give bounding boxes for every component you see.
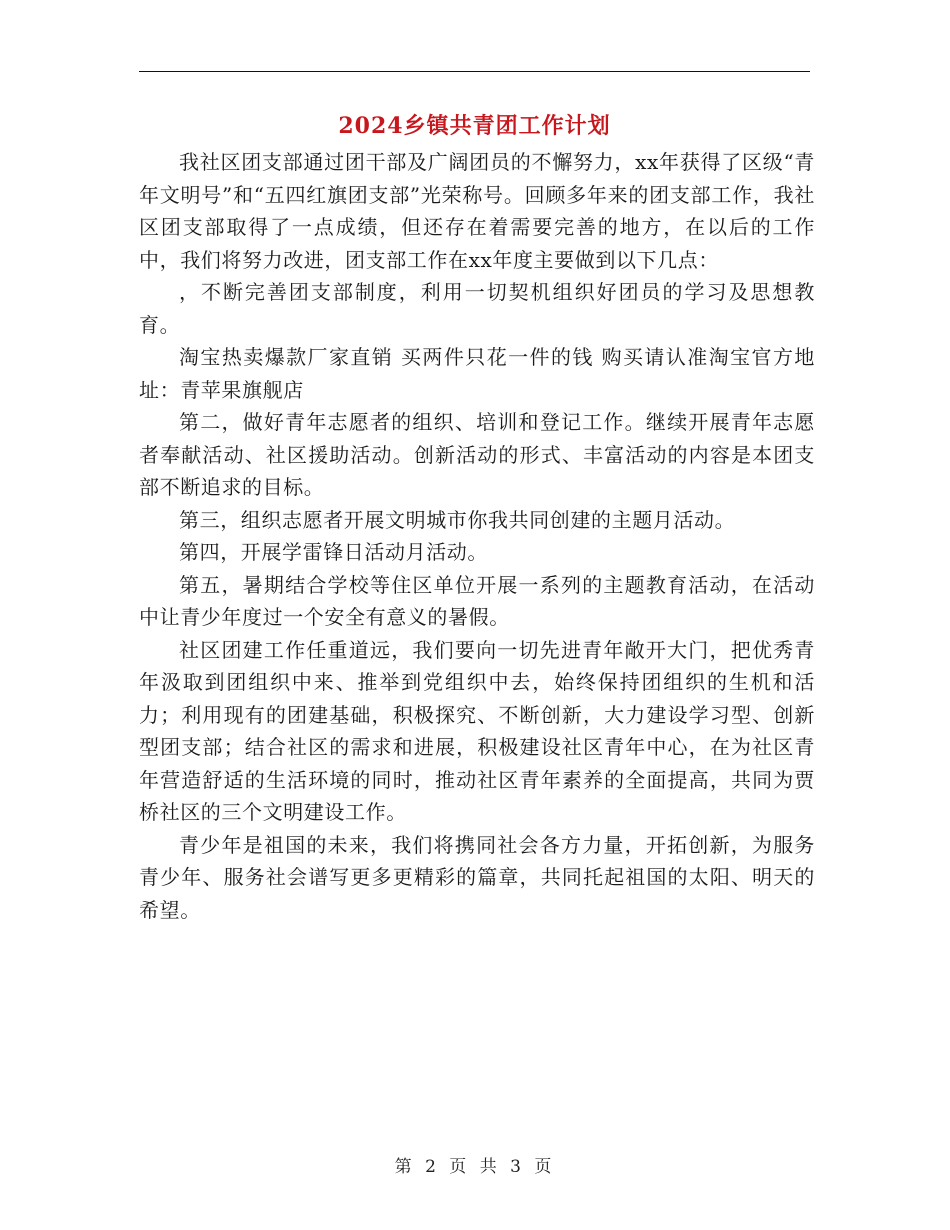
paragraph: 第三，组织志愿者开展文明城市你我共同创建的主题月活动。 — [179, 507, 736, 532]
document-body — [139, 146, 815, 926]
document-title: 2024乡镇共青团工作计划 — [338, 113, 611, 139]
paragraph: 社区团建工作任重道远，我们要向一切先进青年敞开大门，把优秀青年汲取到团组织中来、推举到党组织中去，始终保持团组织的生机和活力；利用现有的团建基础，积极探究、不断创新，大力建设学习型、创新型团支部；结合社区的需求和进展，积极建设社区青年中心，在为社区青年营造舒适的生活环境的同时，推动社区青年素养的全面提高，共同为贾桥社区的三个文明建设工作。 — [139, 637, 815, 824]
paragraph: ，不断完善团支部制度，利用一切契机组织好团员的学习及思想教育。 — [139, 280, 815, 337]
paragraph: 第五，暑期结合学校等住区单位开展一系列的主题教育活动，在活动中让青少年度过一个安全有意义的暑假。 — [139, 572, 815, 629]
paragraph: 我社区团支部通过团干部及广阔团员的不懈努力，xx年获得了区级“青年文明号”和“五四红旗团支部”光荣称号。回顾多年来的团支部工作，我社区团支部取得了一点成绩，但还存在着需要完善的地方，在以后的工作中，我们将努力改进，团支部工作在xx年度主要做到以下几点： — [139, 150, 815, 272]
paragraph: 淘宝热卖爆款厂家直销 买两件只花一件的钱 购买请认准淘宝官方地址：青苹果旗舰店 — [139, 345, 815, 402]
paragraph: 第二，做好青年志愿者的组织、培训和登记工作。继续开展青年志愿者奉献活动、社区援助活动。创新活动的形式、丰富活动的内容是本团支部不断追求的目标。 — [139, 410, 815, 499]
page-number-footer: 第 2 页 共 3 页 — [394, 1157, 556, 1177]
header-rule — [139, 71, 810, 72]
paragraph: 第四，开展学雷锋日活动月活动。 — [179, 540, 488, 564]
paragraph: 青少年是祖国的未来，我们将携同社会各方力量，开拓创新，为服务青少年、服务社会谱写更多更精彩的篇章，共同托起祖国的太阳、明天的希望。 — [139, 832, 815, 922]
